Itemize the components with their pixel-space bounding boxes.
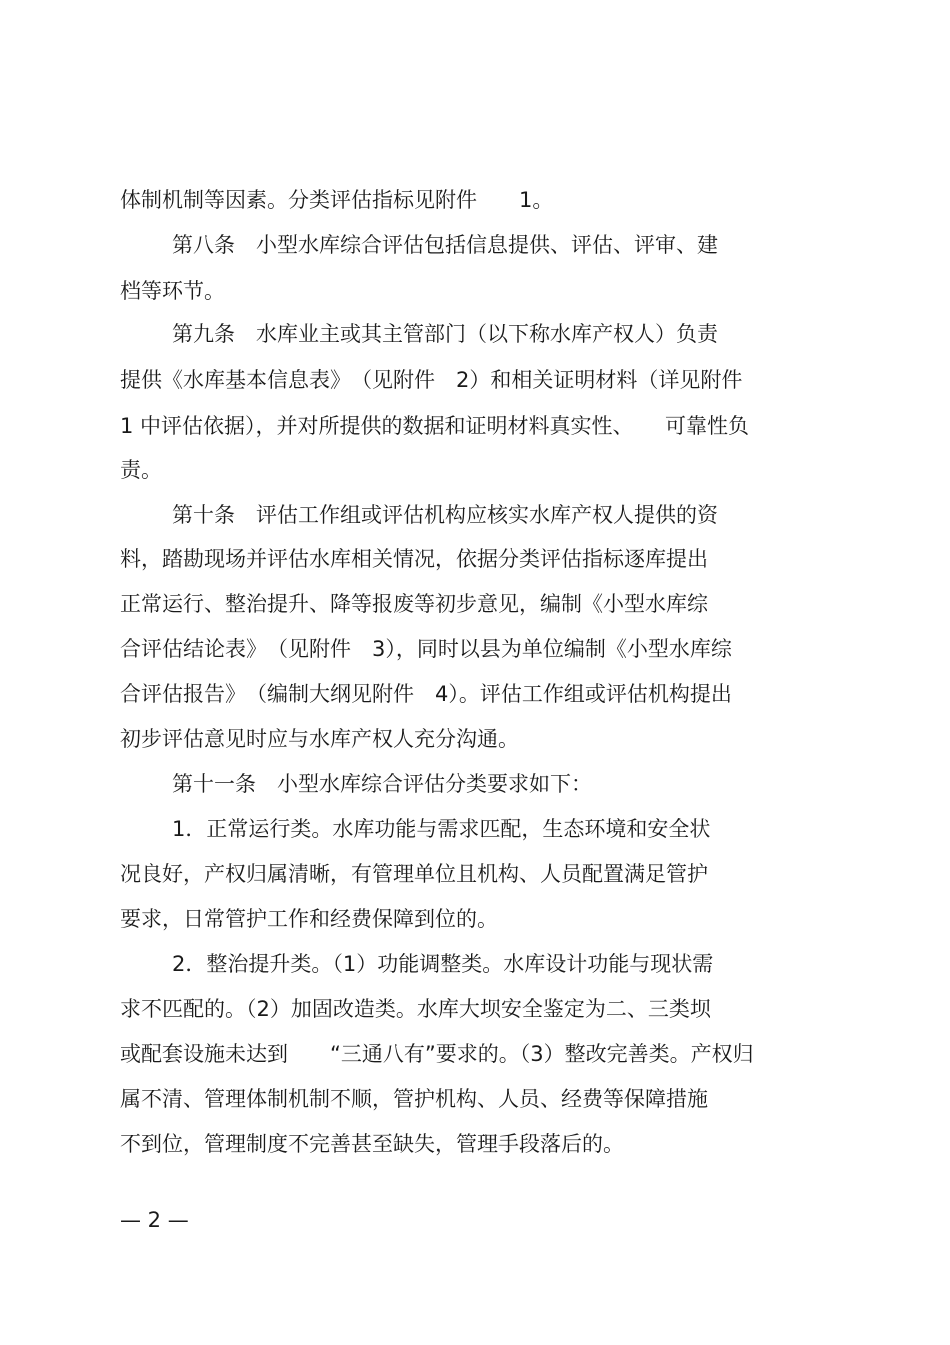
text-line: 属不清、管理体制机制不顺，管护机构、人员、经费等保障措施: [120, 1087, 708, 1111]
text-line: 1 中评估依据），并对所提供的数据和证明材料真实性、 可靠性负: [120, 414, 750, 438]
text-line: 不到位，管理制度不完善甚至缺失，管理手段落后的。: [120, 1132, 624, 1156]
article-8-line: 第八条 小型水库综合评估包括信息提供、评估、评审、建: [172, 233, 718, 257]
text-line: 合评估报告》 （编制大纲见附件 4）。评估工作组或评估机构提出: [120, 682, 732, 706]
item-1-line: 1．正常运行类。水库功能与需求匹配，生态环境和安全状: [172, 817, 711, 841]
text-line: 体制机制等因素。分类评估指标见附件 1。: [120, 188, 554, 212]
text-line: 求不匹配的。（2）加固改造类。水库大坝安全鉴定为二、三类坝: [120, 997, 711, 1021]
text-line: 合评估结论表》 （见附件 3），同时以县为单位编制《小型水库综: [120, 637, 732, 661]
text-line: 或配套设施未达到 “三通八有”要求的。（3）整改完善类。产权归: [120, 1042, 754, 1066]
article-9-line: 第九条 水库业主或其主管部门（以下称水库产权人）负责: [172, 322, 718, 346]
item-2-line: 2．整治提升类。（1）功能调整类。水库设计功能与现状需: [172, 952, 714, 976]
text-line: 责。: [120, 458, 162, 482]
text-line: 料，踏勘现场并评估水库相关情况，依据分类评估指标逐库提出: [120, 547, 708, 571]
text-line: 档等环节。: [120, 279, 225, 303]
article-11-line: 第十一条 小型水库综合评估分类要求如下：: [172, 772, 592, 796]
text-line: 初步评估意见时应与水库产权人充分沟通。: [120, 727, 519, 751]
page-number: — 2 —: [120, 1208, 189, 1232]
text-line: 况良好，产权归属清晰，有管理单位且机构、人员配置满足管护: [120, 862, 708, 886]
article-10-line: 第十条 评估工作组或评估机构应核实水库产权人提供的资: [172, 503, 718, 527]
text-line: 正常运行、整治提升、降等报废等初步意见，编制《小型水库综: [120, 592, 708, 616]
text-line: 要求，日常管护工作和经费保障到位的。: [120, 907, 498, 931]
text-line: 提供《水库基本信息表》 （见附件 2）和相关证明材料（详见附件: [120, 368, 743, 392]
